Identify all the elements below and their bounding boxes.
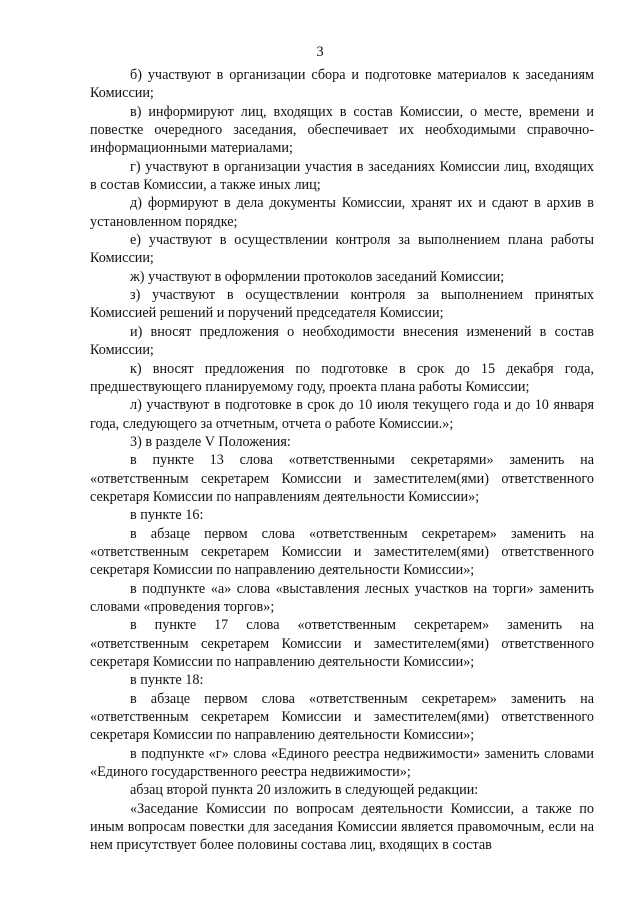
paragraph-item-b: б) участвуют в организации сбора и подготовке материалов к заседаниям Комиссии; bbox=[90, 67, 594, 102]
document-body bbox=[90, 66, 594, 855]
paragraph-point-18-heading: в пункте 18: bbox=[130, 672, 204, 689]
paragraph-item-k: к) вносят предложения по подготовке в срок до 15 декабря года, предшествующего планируемому году, проекта плана работы Комиссии; bbox=[90, 360, 594, 395]
paragraph-point-20-intro: абзац второй пункта 20 изложить в следующей редакции: bbox=[130, 782, 479, 799]
paragraph-point-16-heading: в пункте 16: bbox=[130, 507, 204, 524]
paragraph-point-18-g: в подпункте «г» слова «Единого реестра недвижимости» заменить словами «Единого государственного реестра недвижимости»; bbox=[90, 745, 594, 781]
paragraph-point-18-first: в абзаце первом слова «ответственным секретарем» заменить на «ответственным секретарем Комиссии и заместителем(ями) ответственного секретаря Комиссии по направлению деятельности Комиссии»; bbox=[90, 690, 594, 744]
paragraph-section-v: 3) в разделе V Положения: bbox=[130, 433, 291, 450]
paragraph-item-e: е) участвуют в осуществлении контроля за выполнением плана работы Комиссии; bbox=[90, 232, 594, 267]
paragraph-point-17: в пункте 17 слова «ответственным секретарем» заменить на «ответственным секретарем Комиссии и заместителем(ями) ответственного секретаря Комиссии по направлению деятельности Комиссии»; bbox=[90, 617, 594, 670]
paragraph-point-16-first: в абзаце первом слова «ответственным секретарем» заменить на «ответственным секретарем Комиссии и заместителем(ями) ответственного секретаря Комиссии по направлению деятельности Комиссии»; bbox=[90, 525, 594, 579]
paragraph-point-20-quote: «Заседание Комиссии по вопросам деятельности Комиссии, а также по иным вопросам повестки для заседания Комиссии является правомочным, если на нем присутствует более половины состава лиц, входящих в состав bbox=[90, 800, 594, 854]
paragraph-point-16-a: в подпункте «а» слова «выставления лесных участков на торги» заменить словами «проведения торгов»; bbox=[90, 580, 594, 615]
paragraph-item-l: л) участвуют в подготовке в срок до 10 июля текущего года и до 10 января года, следующего за отчетным, отчета о работе Комиссии.»; bbox=[90, 397, 594, 432]
paragraph-item-i: и) вносят предложения о необходимости внесения изменений в состав Комиссии; bbox=[90, 323, 594, 359]
paragraph-item-z: з) участвуют в осуществлении контроля за выполнением принятых Комиссией решений и поручений председателя Комиссии; bbox=[90, 287, 594, 322]
paragraph-item-zh: ж) участвуют в оформлении протоколов заседаний Комиссии; bbox=[130, 268, 505, 285]
paragraph-item-d: д) формируют в дела документы Комиссии, хранят их и сдают в архив в установленном порядке; bbox=[90, 195, 594, 230]
paragraph-point-13: в пункте 13 слова «ответственными секретарями» заменить на «ответственным секретарем Комиссии и заместителем(ями) ответственного секретаря Комиссии по направлениям деятельности Комиссии»; bbox=[90, 452, 594, 505]
page-number: 3 bbox=[316, 44, 324, 60]
paragraph-item-g: г) участвуют в организации участия в заседаниях Комиссии лиц, входящих в состав Комиссии, а также иных лиц; bbox=[90, 158, 594, 194]
paragraph-item-v: в) информируют лиц, входящих в состав Комиссии, о месте, времени и повестке очередного заседания, обеспечивает их необходимыми справочно-информационными материалами; bbox=[90, 103, 594, 157]
